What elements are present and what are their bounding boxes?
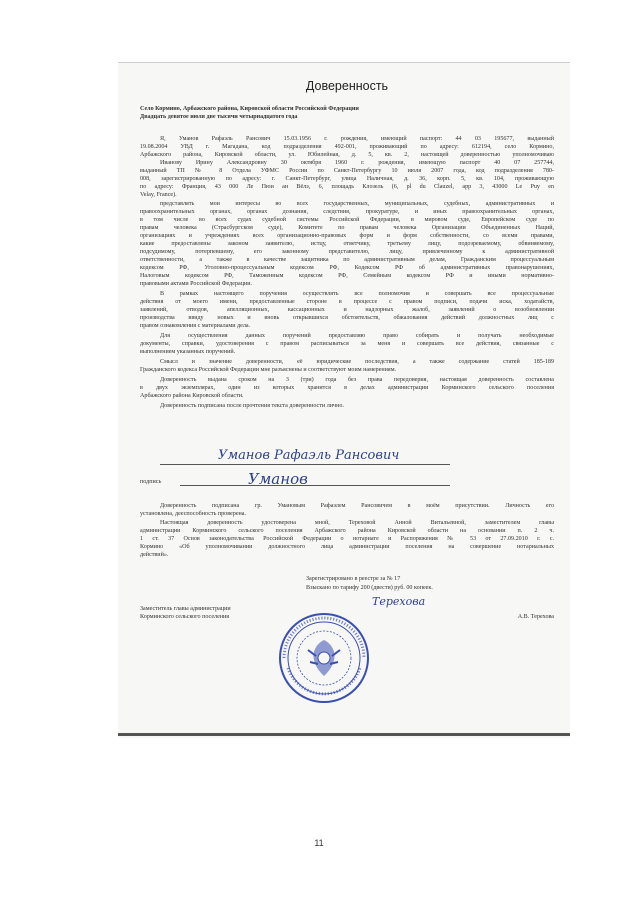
term-line: в двух экземплярах, один из которых хранится в делах администрации Корминского сельского поселения [140,385,554,391]
scanned-document [118,62,570,738]
agent-line: Velay, France). [140,192,177,198]
principal-line: 19.08.2004 УВД г. Магадана, код подразделения 492-001, проживающий по адресу: 612194, село Кормино, [140,144,554,150]
certification-line: Кормино «Об уполномочивании должностного лица администрации поселения на совершение нотариальных [140,544,554,550]
powers-line: Налоговым кодексом РФ, Таможенным кодексом РФ, Семейным кодексом РФ и иными нормативно- [140,273,554,279]
header-line: Двадцать девятое июля две тысячи четырнадцатого года [140,114,298,120]
principal-line: Я, Уманов Рафаэль Рансович 15.03.1956 г. рождения, имеющий паспорт: 44 03 195677, выданный [160,136,554,142]
meaning-line: Гражданского кодекса Российской Федерации мне разъяснены и соответствуют моим намерениям. [140,367,397,373]
scan-bottom-edge [118,733,570,736]
certification-line: 1 ст. 37 Основ законодательства Российской Федерации о нотариате и Распоряжения № 53 от 27.09.2010 г. с. [140,536,554,542]
scan-top-edge [118,62,570,63]
document-title: Доверенность [305,79,389,93]
documents-line: выполнением указанных поручений. [140,349,236,355]
handwritten-full-name: Уманов Рафаэль Рансович [218,448,400,463]
header-line: Село Кормино, Арбажского района, Кировской области Российской Федерации [140,106,359,112]
powers-line: в том числе во всех судах судебной системы Российской Федерации, в мировом суде, Европейском суде по [140,217,554,223]
scope-line: производства ввиду новых и вновь открывшихся обстоятельств, обжалования действий должностных лиц с [140,315,554,321]
certification-line: действий». [140,552,169,558]
eagle-shield [318,652,330,664]
agent-line: по адресу: Франция, 43 000 Ле Пюи ан Вёлэ, 6, площадь Клозель (6, pl du Clauzel, app 3, 43000 Le Puy en [140,184,554,190]
term-line: Доверенность выдана сроком на 3 (три) года без права передоверия, настоящая доверенность составлена [160,377,554,383]
powers-line: правам человека (Страсбургском суде), Комитете по правам человека Организации Объединенных Наций, [140,225,554,231]
powers-line: какие предоставлены законом заявителю, истцу, ответчику, третьему лицу, подозреваемому, обвиняемому, [140,241,554,247]
official-position: Корминского сельского поселения [140,614,230,620]
registry-fee: Взыскано по тарифу 200 (двести) руб. 00 копеек. [306,585,433,591]
powers-line: подсудимому, потерпевшему, его законному представителю, лицу, привлеченному к административной [140,249,554,255]
principal-line: Арбажского района, Кировской области, ул. Юбилейная, д. 5, кв. 2, настоящей доверенностью уполномочиваю [140,152,554,158]
certification-line: установлена, дееспособность проверена. [140,511,247,517]
meaning-line: Смысл и значение доверенности, её юридические последствия, а также содержание статей 185-189 [160,359,554,365]
registry-number: Зарегистрировано в реестре за № 17 [306,576,401,582]
official-name: А.В. Терехова [517,614,554,620]
certification-line: Настоящая доверенность удостоверена мной, Тереховой Анной Витальевной, заместителем главы [160,520,554,526]
documents-line: документы, справки, удостоверения с правом расписываться за меня и совершать все действия, связанные с [140,341,554,347]
term-line: Арбажского района Кировской области. [140,393,244,399]
name-underline [160,464,450,465]
official-seal-stamp [278,612,370,704]
powers-line: кодексом РФ, Уголовно-процессуальным кодексом РФ, Кодексом РФ об административных правонарушениях, [140,265,554,271]
page-number: 11 [314,838,324,848]
powers-line: правовыми актами Российской Федерации. [140,281,253,287]
scope-line: действия от моего имени, предоставленные стороне в процессе с правом подписи, подачи иска, ходатайств, [140,299,554,305]
documents-line: Для осуществления данных поручений предоставляю право собирать и получать необходимые [160,333,554,339]
powers-line: ответственности, а также в качестве защитника по административным делам, Гражданским процессуальным [140,257,554,263]
official-signature: Терехова [372,595,426,608]
signature-label: подпись [140,479,162,485]
scope-line: правом ознакомления с материалами дела. [140,323,251,329]
agent-line: Иванову Ирину Александровну 30 октября 1960 г. рождения, имеющую паспорт 40 07 257744, [160,160,554,166]
scope-line: В рамках настоящего поручения осуществлять все полномочия и совершать все процессуальные [160,291,554,297]
official-position: Заместитель главы администрации [140,606,231,612]
certification-line: администрации Корминского сельского поселения Арбажского района Кировской области на основании п. 2 ч. [140,528,554,534]
powers-line: представлять мои интересы во всех государственных, муниципальных, судебных, административных и [160,201,554,207]
scope-line: заявлений, отводов, апелляционных, кассационных и надзорных жалоб, заявлений о возобновлении [140,307,554,313]
handwritten-signature: Уманов [248,470,308,488]
powers-line: правоохранительных органах, органах дознания, следствия, прокуратуре, и иных правоохранительных органах, [140,209,554,215]
read-note: Доверенность подписана после прочтения текста доверенности лично. [160,403,344,409]
signature-underline [180,485,450,486]
certification-line: Доверенность подписана гр. Умановым Рафаэлем Рансовичем в моём присутствии. Личность его [160,503,554,509]
agent-line: выданный ТП № 8 Отдела УФМС России по Санкт-Петербургу 10 июля 2007 года, код подразделения 780- [140,168,554,174]
powers-line: организациях и учреждениях всех организационно-правовых форм и форм собственности, со всеми правами, [140,233,554,239]
agent-line: 008, зарегистрированную по адресу: г. Санкт-Петербург, улица Наличная, д. 36, корп. 5, кв. 104, проживающую [140,176,554,182]
